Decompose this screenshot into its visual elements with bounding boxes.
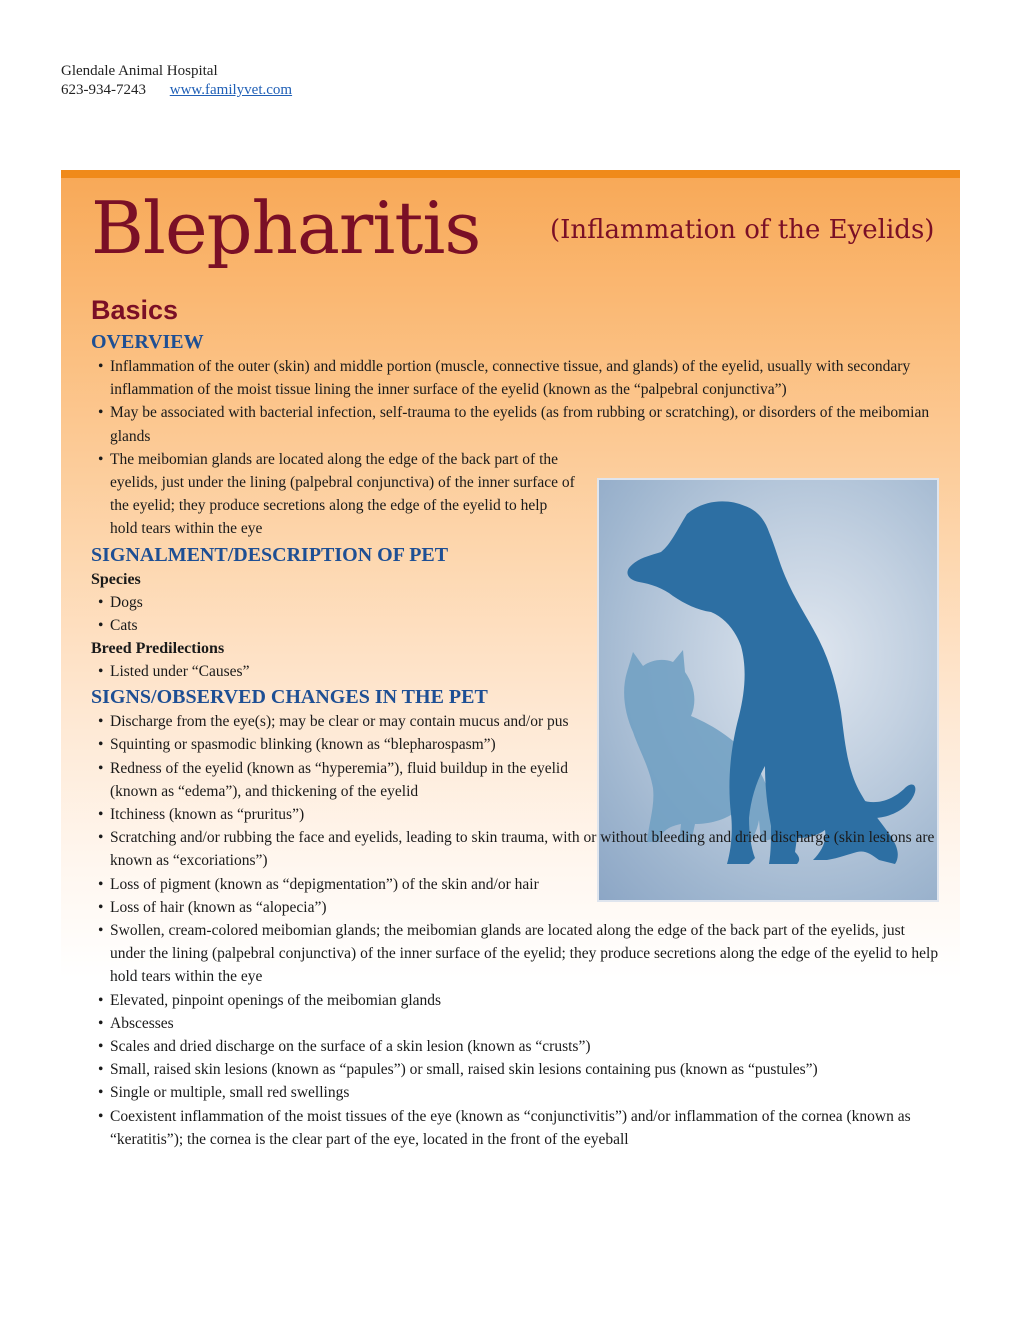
list-item: • May be associated with bacterial infection, self-trauma to the eyelids (as from rubbing or scratching), or disorders of the meibomian glands xyxy=(91,401,941,447)
clinic-website-link[interactable]: www.familyvet.com xyxy=(169,82,293,98)
overview-list xyxy=(91,355,941,448)
main-content xyxy=(91,292,941,1151)
list-item: • Small, raised skin lesions (known as “papules”) or small, raised skin lesions containing pus (known as “pustules”) xyxy=(91,1058,941,1081)
signalment-heading: SIGNALMENT/DESCRIPTION OF PET xyxy=(91,543,449,566)
clinic-phone: 623-934-7243 xyxy=(61,82,146,98)
list-item: • Cats xyxy=(91,614,941,637)
list-item: • Itchiness (known as “pruritus”) xyxy=(91,803,578,826)
list-item: • Redness of the eyelid (known as “hyperemia”), fluid buildup in the eyelid (known as “edema”), and thickening of the eyelid xyxy=(91,757,578,803)
list-item: • Listed under “Causes” xyxy=(91,660,941,683)
page-title: Blepharitis xyxy=(91,186,481,270)
list-item: • Inflammation of the outer (skin) and middle portion (muscle, connective tissue, and glands) of the eyelid, usually with secondary inflammation of the moist tissue lining the inner surface of the eyelid (known as the “palpebral conjunctiva”) xyxy=(91,355,941,401)
page-subtitle: (Inflammation of the Eyelids) xyxy=(550,215,935,245)
species-list xyxy=(91,591,941,637)
signs-list xyxy=(91,826,941,1151)
clinic-name: Glendale Animal Hospital xyxy=(61,63,218,79)
list-item: • Loss of hair (known as “alopecia”) xyxy=(91,896,941,919)
list-item: • Single or multiple, small red swellings xyxy=(91,1081,941,1104)
list-item: • Swollen, cream-colored meibomian glands; the meibomian glands are located along the edge of the back part of the eyelids, just under the lining (palpebral conjunctiva) of the inner surface of the eyelid; they produce secretions along the edge of the eyelid to help hold tears within the eye xyxy=(91,919,941,989)
breed-list xyxy=(91,660,941,683)
overview-list-narrow xyxy=(91,448,941,541)
list-item: • Discharge from the eye(s); may be clear or may contain mucus and/or pus xyxy=(91,710,578,733)
list-item: • Abscesses xyxy=(91,1012,941,1035)
species-label: Species xyxy=(91,570,141,588)
basics-heading: Basics xyxy=(91,295,179,325)
breed-label: Breed Predilections xyxy=(91,640,225,658)
list-item: • Squinting or spasmodic blinking (known as “blepharospasm”) xyxy=(91,733,578,756)
title-block xyxy=(91,180,480,276)
list-item: • Scratching and/or rubbing the face and eyelids, leading to skin trauma, with or without bleeding and dried discharge (skin lesions are known as “excoriations”) xyxy=(91,826,941,872)
list-item: • The meibomian glands are located along the edge of the back part of the eyelids, just under the lining (palpebral conjunctiva) of the inner surface of the eyelid; they produce secretions along the edge of the eyelid to help hold tears within the eye xyxy=(91,448,578,541)
overview-heading: OVERVIEW xyxy=(91,331,204,353)
list-item: • Dogs xyxy=(91,591,941,614)
list-item: • Scales and dried discharge on the surface of a skin lesion (known as “crusts”) xyxy=(91,1035,941,1058)
signs-list-narrow xyxy=(91,710,941,826)
page-header xyxy=(61,62,292,100)
list-item: • Loss of pigment (known as “depigmentation”) of the skin and/or hair xyxy=(91,873,941,896)
list-item: • Elevated, pinpoint openings of the meibomian glands xyxy=(91,989,941,1012)
signs-heading: SIGNS/OBSERVED CHANGES IN THE PET xyxy=(91,686,488,709)
list-item: • Coexistent inflammation of the moist tissues of the eye (known as “conjunctivitis”) and/or inflammation of the cornea (known as “keratitis”); the cornea is the clear part of the eye, located in the front of the eyeball xyxy=(91,1105,941,1151)
